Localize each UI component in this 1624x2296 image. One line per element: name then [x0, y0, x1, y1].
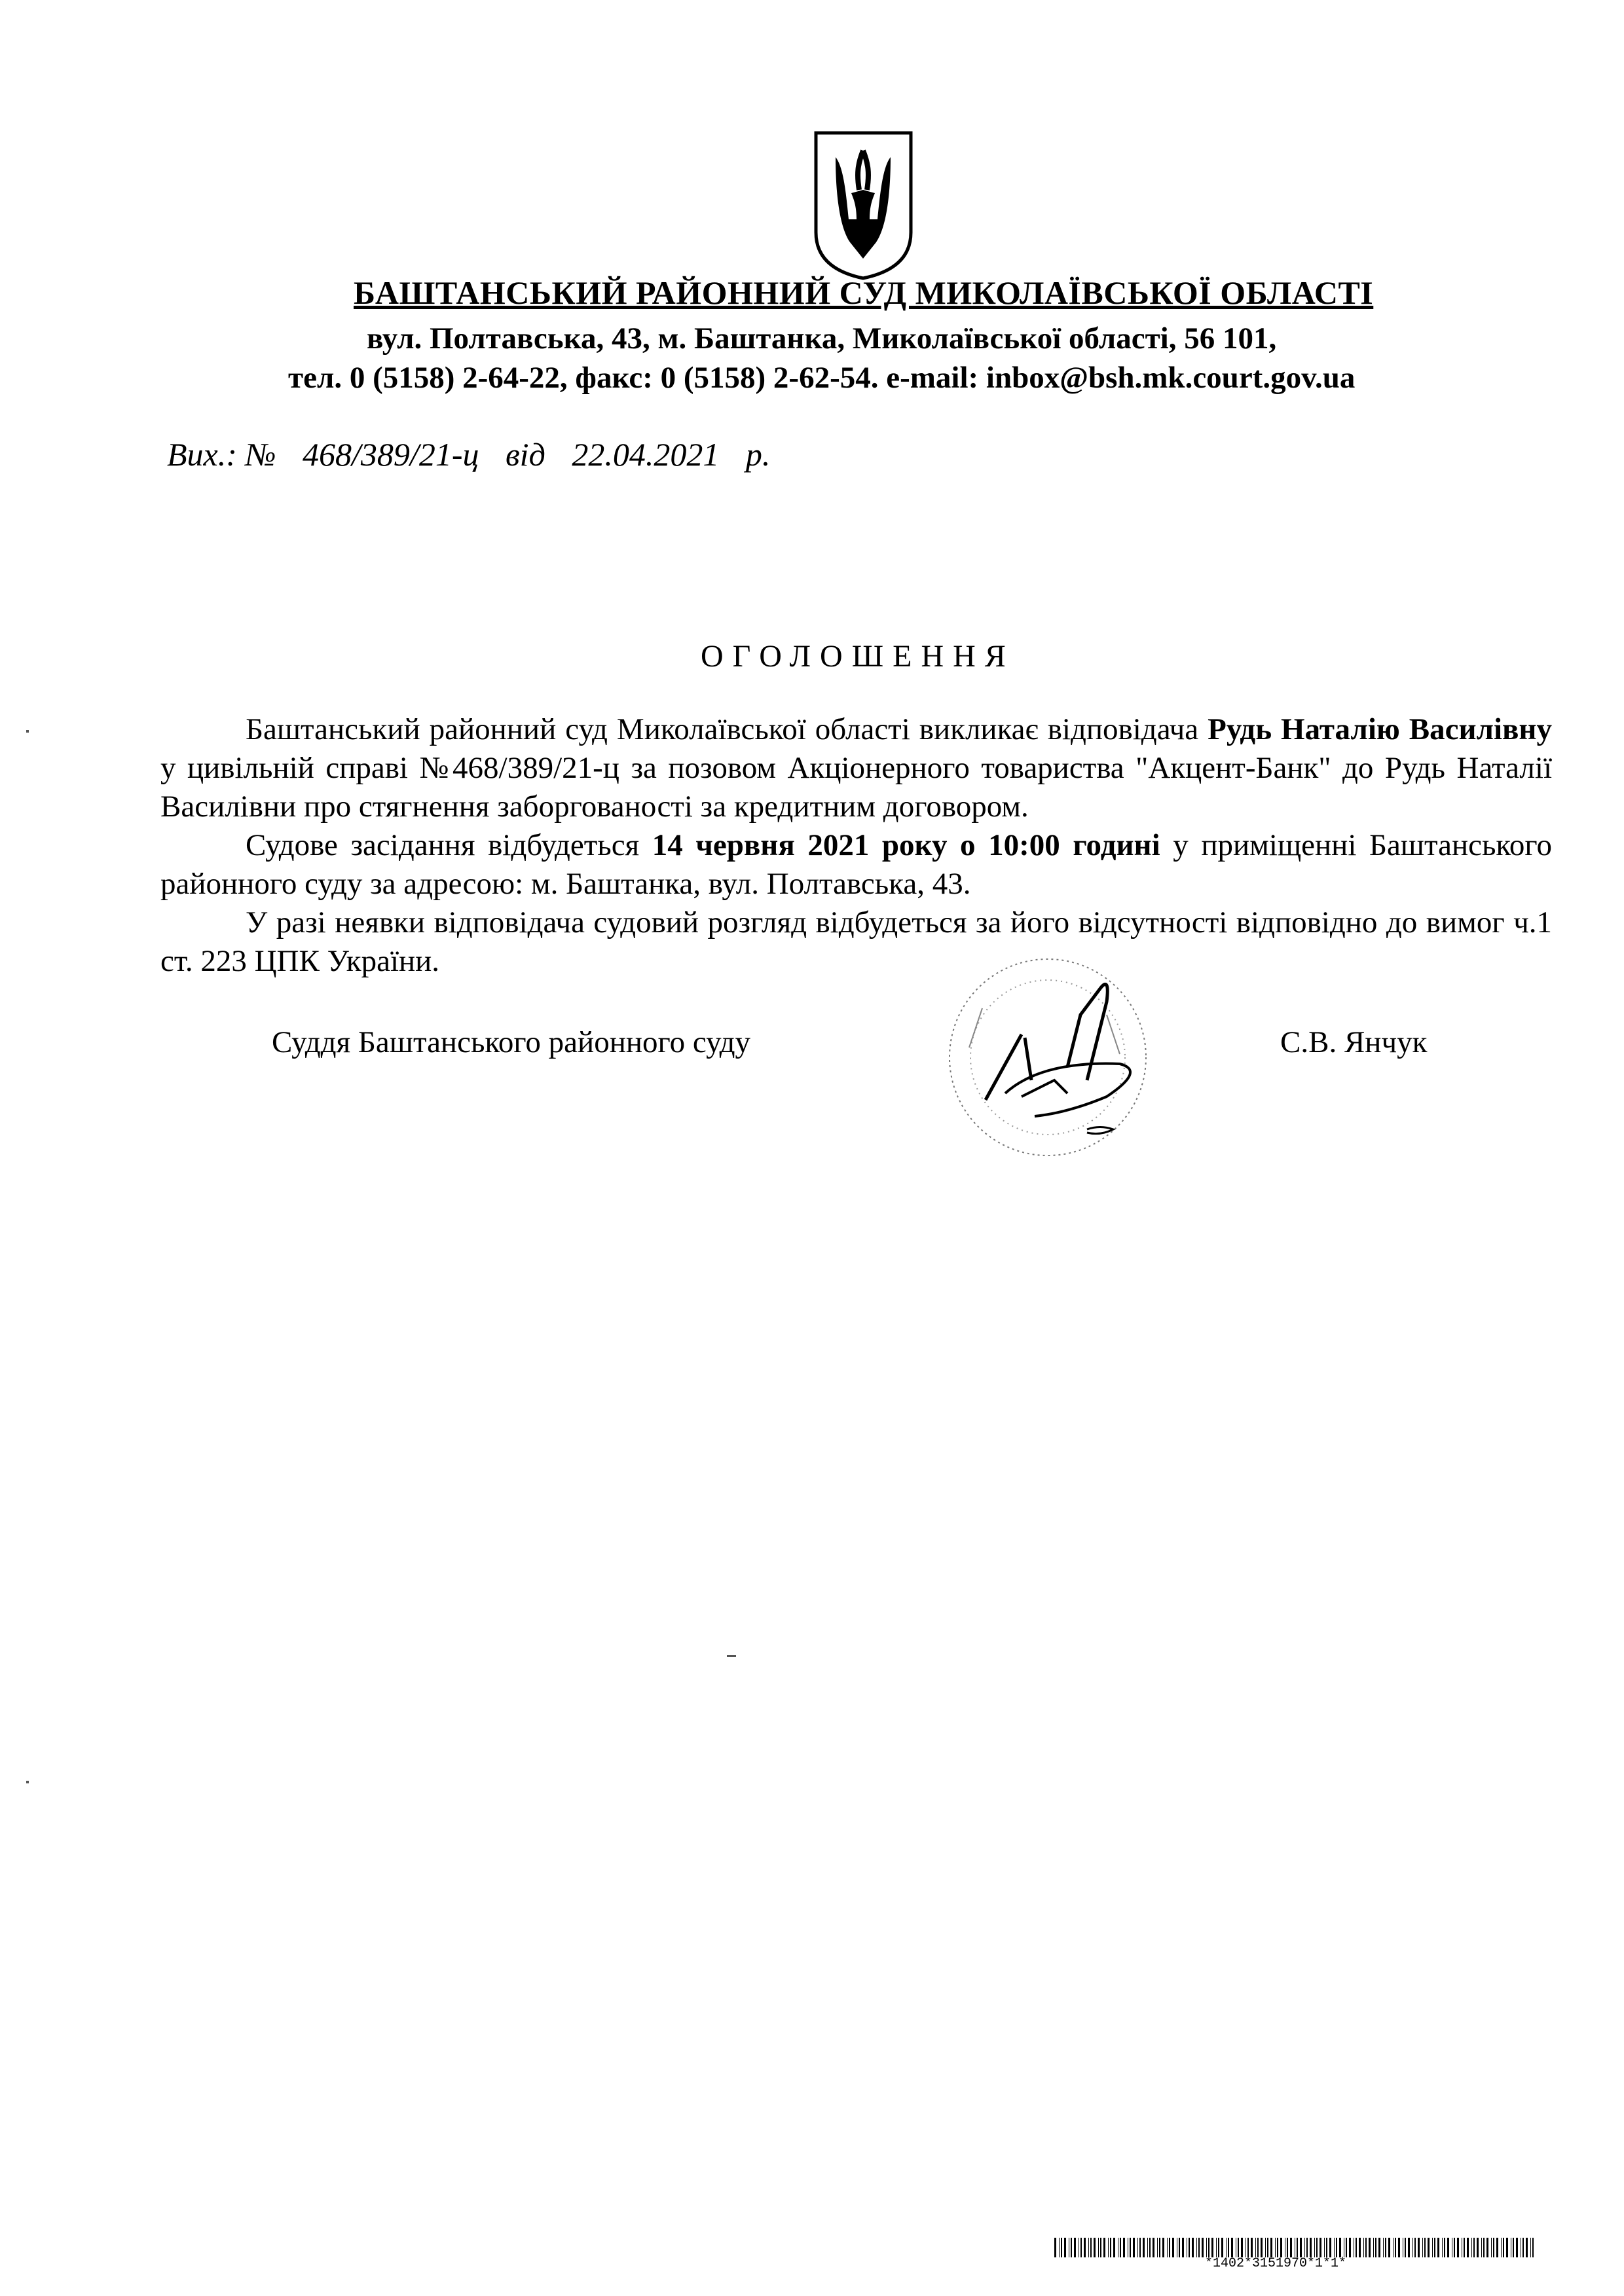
paragraph-text: у приміщенні Баштанського районного суду за адресою: м. Баштанка, вул. Полтавська, 43.: [160, 828, 1552, 901]
announcement-body: [160, 710, 1552, 981]
paragraph-text: Баштанський районний суд Миколаївської області викликає відповідача: [246, 712, 1208, 746]
outgoing-date: 22.04.2021: [572, 436, 720, 473]
scan-speck: [727, 1655, 736, 1657]
outgoing-number-value: 468/389/21-ц: [303, 436, 479, 473]
document-title: ОГОЛОШЕННЯ: [701, 639, 1015, 674]
court-stamp-signature: [871, 917, 1238, 1178]
outgoing-number: [167, 435, 788, 473]
paragraph-summons: [160, 710, 1552, 826]
outgoing-label: Вих.: №: [167, 436, 276, 473]
scan-speck: [26, 1781, 29, 1783]
court-contacts: тел. 0 (5158) 2-64-22, факс: 0 (5158) 2-62-54. e-mail: inbox@bsh.mk.court.gov.ua: [288, 361, 1356, 395]
paragraph-absence: У разі неявки відповідача судовий розгляд відбудеться за його відсутності відповідно до вимог ч.1 ст. 223 ЦПК України.: [160, 905, 1552, 978]
paragraph-text: у цивільній справі №468/389/21-ц за позовом Акціонерного товариства "Акцент-Банк" до Рудь Наталії Василівни про стягнення заборгованості за кредитним договором.: [160, 751, 1552, 824]
barcode-number: *1402*3151970*1*1*: [1205, 2256, 1347, 2271]
paragraph-text: Судове засідання відбудеться: [246, 828, 652, 862]
scan-speck: [26, 730, 29, 733]
ukraine-trident-icon: [809, 128, 917, 282]
court-name: БАШТАНСЬКИЙ РАЙОННИЙ СУД МИКОЛАЇВСЬКОЇ ОБЛАСТІ: [354, 274, 1374, 311]
document-barcode: [1054, 2238, 1539, 2257]
outgoing-from-label: від: [505, 436, 545, 473]
signatory-name: С.В. Янчук: [1280, 1025, 1428, 1059]
defendant-name: Рудь Наталію Василівну: [1208, 712, 1552, 746]
signatory-title: Суддя Баштанського районного суду: [272, 1025, 751, 1059]
court-address: вул. Полтавська, 43, м. Баштанка, Миколаївської області, 56 101,: [367, 321, 1277, 355]
paragraph-hearing: [160, 826, 1552, 903]
outgoing-suffix: р.: [745, 436, 771, 473]
hearing-date: 14 червня 2021 року о 10:00 годині: [652, 828, 1160, 862]
